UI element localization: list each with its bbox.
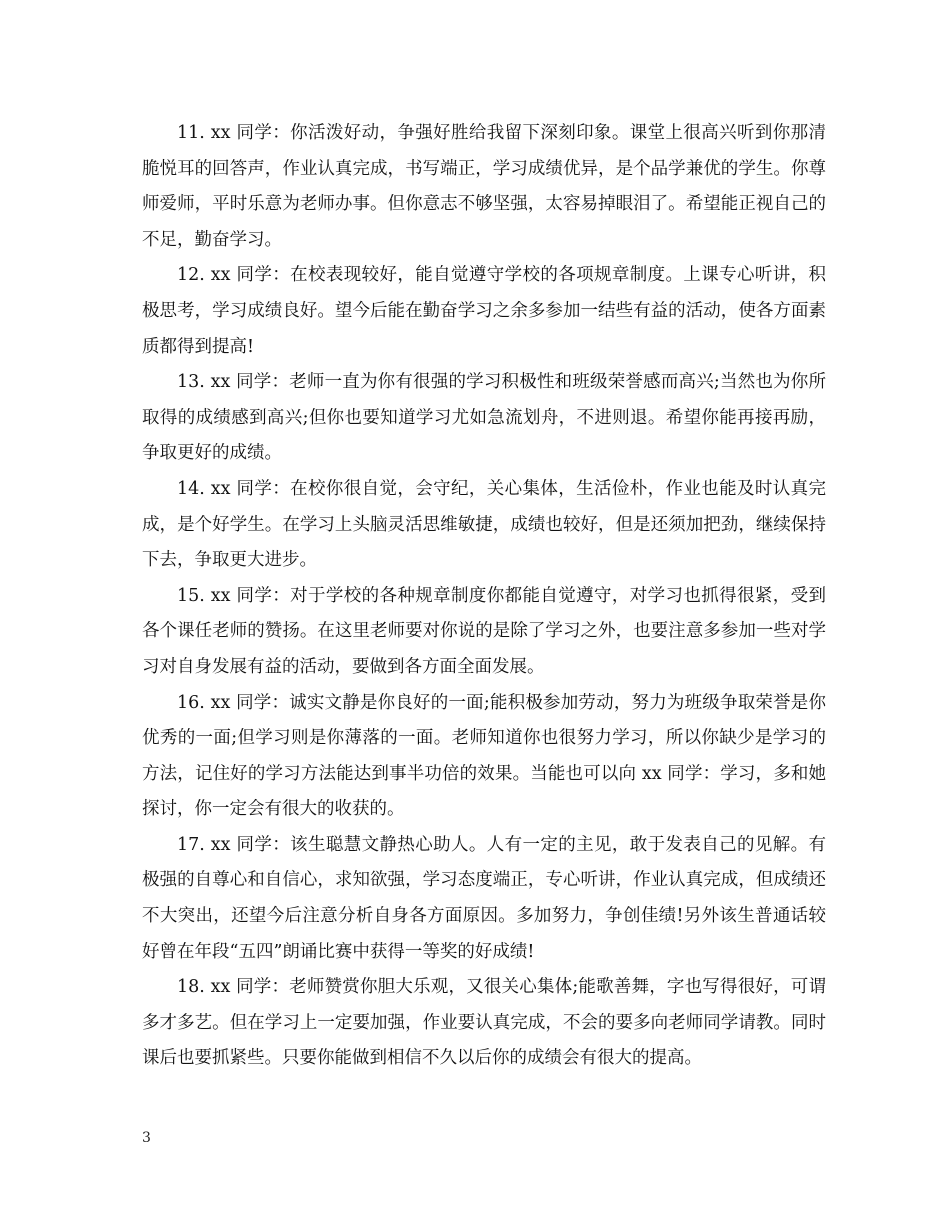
comment-paragraph-17: 17. xx 同学：该生聪慧文静热心助人。人有一定的主见，敢于发表自己的见解。有极强的自尊心和自信心，求知欲强，学习态度端正，专心听讲，作业认真完成，但成绩还不大突出，还望今后注意分析自身各方面原因。多加努力，争创佳绩!另外该生普通话较好曾在年段“五四”朗诵比赛中获得一等奖的好成绩!: [142, 834, 826, 962]
comment-paragraph-16: 16. xx 同学：诚实文静是你良好的一面;能积极参加劳动，努力为班级争取荣誉是你优秀的一面;但学习则是你薄落的一面。老师知道你也很努力学习，所以你缺少是学习的方法，记住好的学习方法能达到事半功倍的效果。当能也可以向 xx 同学：学习，多和她探讨，你一定会有很大的收获的。: [142, 692, 826, 820]
comment-paragraph-14: 14. xx 同学：在校你很自觉，会守纪，关心集体，生活俭朴，作业也能及时认真完成，是个好学生。在学习上头脑灵活思维敏捷，成绩也较好，但是还须加把劲，继续保持下去，争取更大进步。: [142, 478, 826, 571]
comment-paragraph-11: 11. xx 同学：你活泼好动，争强好胜给我留下深刻印象。课堂上很高兴听到你那清脆悦耳的回答声，作业认真完成，书写端正，学习成绩优异，是个品学兼优的学生。你尊师爱师，平时乐意为老师办事。但你意志不够坚强，太容易掉眼泪了。希望能正视自己的不足，勤奋学习。: [142, 123, 826, 250]
comment-paragraph-18: 18. xx 同学：老师赞赏你胆大乐观，又很关心集体;能歌善舞，字也写得很好，可谓多才多艺。但在学习上一定要加强，作业要认真完成，不会的要多向老师同学请教。同时课后也要抓紧些。只要你能做到相信不久以后你的成绩会有很大的提高。: [142, 977, 826, 1069]
page-number: 3: [142, 1130, 151, 1146]
comment-paragraph-13: 13. xx 同学：老师一直为你有很强的学习积极性和班级荣誉感而高兴;当然也为你所取得的成绩感到高兴;但你也要知道学习尤如急流划舟，不进则退。希望你能再接再励，争取更好的成绩。: [142, 372, 826, 464]
document-body: [142, 116, 826, 1077]
comment-paragraph-12: 12. xx 同学：在校表现较好，能自觉遵守学校的各项规章制度。上课专心听讲，积极思考，学习成绩良好。望今后能在勤奋学习之余多参加一结些有益的活动，使各方面素质都得到提高!: [142, 265, 826, 357]
comment-paragraph-15: 15. xx 同学：对于学校的各种规章制度你都能自觉遵守，对学习也抓得很紧，受到各个课任老师的赞扬。在这里老师要对你说的是除了学习之外，也要注意多参加一些对学习对自身发展有益的活动，要做到各方面全面发展。: [142, 585, 826, 677]
